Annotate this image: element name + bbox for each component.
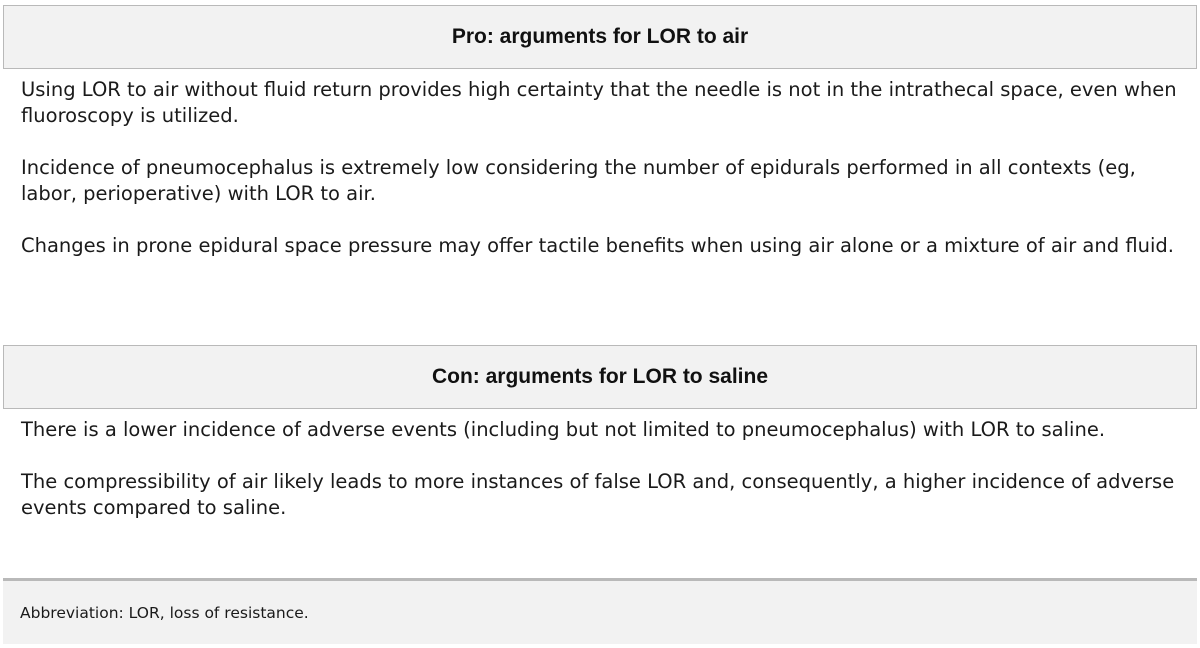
- con-point-2: The compressibility of air likely leads to more instances of false LOR and, consequently, a higher incidence of adverse events compared to saline.: [21, 470, 1175, 519]
- table-footnote: [3, 578, 1197, 644]
- footnote-text: Abbreviation: LOR, loss of resistance.: [20, 603, 309, 622]
- pro-point-1: Using LOR to air without fluid return provides high certainty that the needle is not in the intrathecal space, even when fluoroscopy is utilized.: [21, 78, 1177, 127]
- pro-point-2: Incidence of pneumocephalus is extremely low considering the number of epidurals performed in all contexts (eg, labor, perioperative) with LOR to air.: [21, 156, 1136, 205]
- pro-section-heading: [3, 5, 1197, 69]
- con-section-body: [21, 417, 1186, 547]
- pro-point-3: Changes in prone epidural space pressure may offer tactile benefits when using air alone or a mixture of air and fluid.: [21, 234, 1174, 257]
- pro-heading-text: Pro: arguments for LOR to air: [451, 25, 749, 48]
- pro-section-body: [21, 77, 1186, 285]
- con-heading-text: Con: arguments for LOR to saline: [431, 365, 769, 388]
- con-point-1: There is a lower incidence of adverse events (including but not limited to pneumocephalus) with LOR to saline.: [21, 418, 1106, 441]
- con-section-heading: [3, 345, 1197, 409]
